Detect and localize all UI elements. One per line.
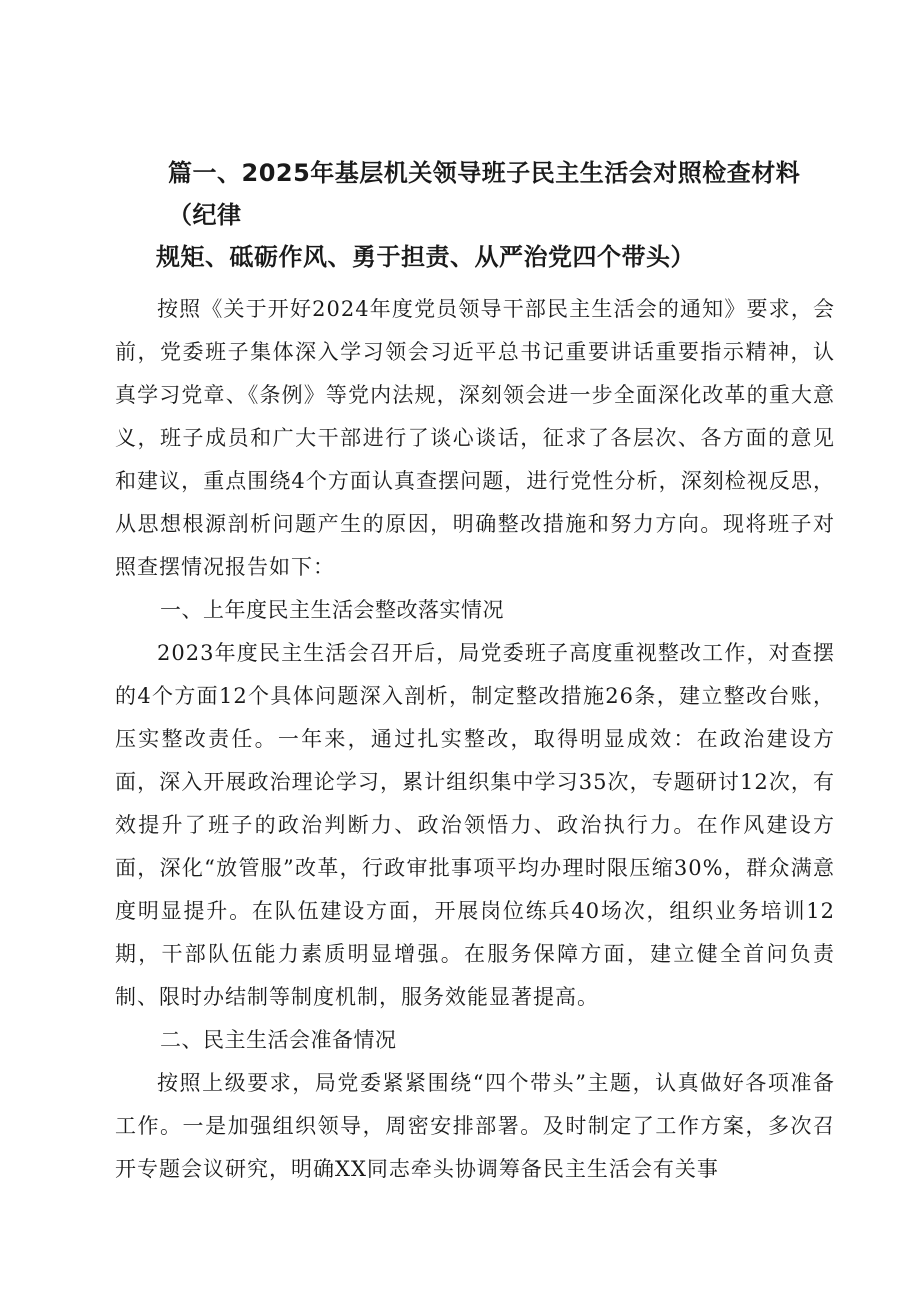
section-1-paragraph: 2023年度民主生活会召开后，局党委班子高度重视整改工作，对查摆的4个方面12个具体问题深入剖析，制定整改措施26条，建立整改台账，压实整改责任。一年来，通过扎实整改，取得明显成效：在政治建设方面，深入开展政治理论学习，累计组织集中学习35次，专题研讨12次，有效提升了班子的政治判断力、政治领悟力、政治执行力。在作风建设方面，深化“放管服”改革，行政审批事项平均办理时限压缩30%，群众满意度明显提升。在队伍建设方面，开展岗位练兵40场次，组织业务培训12期，干部队伍能力素质明显增强。在服务保障方面，建立健全首问负责制、限时办结制等制度机制，服务效能显著提高。 <box>115 641 835 1009</box>
document-body <box>115 288 835 1191</box>
section-1-heading: 一、上年度民主生活会整改落实情况 <box>160 598 504 622</box>
document-title <box>156 152 828 278</box>
intro-paragraph: 按照《关于开好2024年度党员领导干部民主生活会的通知》要求，会前，党委班子集体深入学习领会习近平总书记重要讲话重要指示精神，认真学习党章、《条例》等党内法规，深刻领会进一步全面深化改革的重大意义，班子成员和广大干部进行了谈心谈话，征求了各层次、各方面的意见和建议，重点围绕4个方面认真查摆问题，进行党性分析，深刻检视反思，从思想根源剖析问题产生的原因，明确整改措施和努力方向。现将班子对照查摆情况报告如下： <box>115 297 835 579</box>
document-title-line-1: 篇一、2025年基层机关领导班子民主生活会对照检查材料（纪律 <box>168 159 801 229</box>
section-2-heading: 二、民主生活会准备情况 <box>160 1028 397 1052</box>
document-title-line-2: 规矩、砥砺作风、勇于担责、从严治党四个带头） <box>156 243 695 271</box>
section-2-paragraph: 按照上级要求，局党委紧紧围绕“四个带头”主题，认真做好各项准备工作。一是加强组织领导，周密安排部署。及时制定了工作方案，多次召开专题会议研究，明确XX同志牵头协调筹备民主生活会有关事 <box>115 1071 835 1181</box>
